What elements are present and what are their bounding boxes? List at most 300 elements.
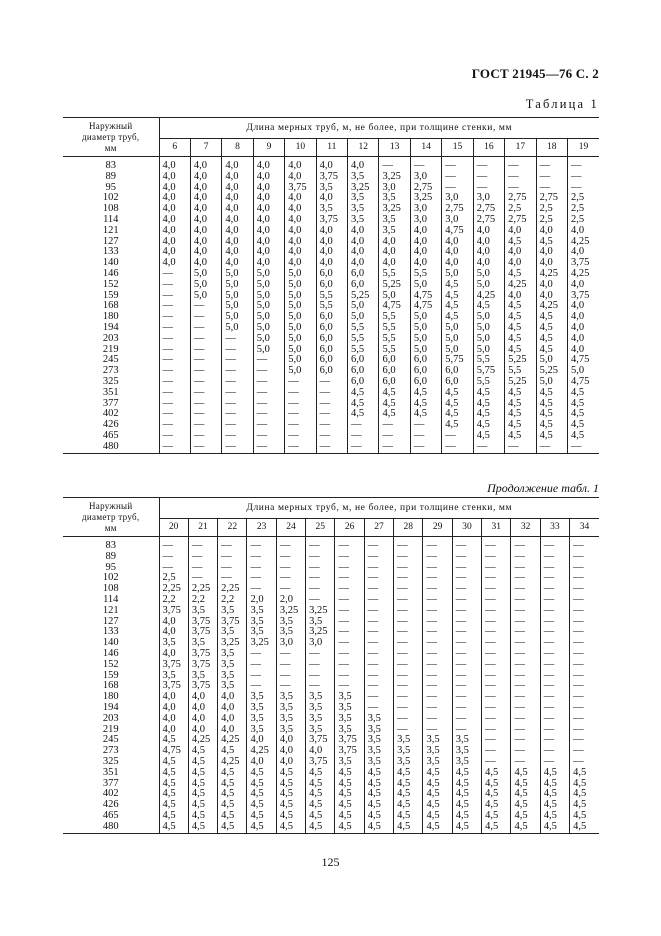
- wall-thickness-column-header: 8: [222, 139, 253, 157]
- length-cell: —: [276, 552, 305, 563]
- outer-diameter-cell: 426: [63, 800, 159, 811]
- length-cell: —: [335, 649, 364, 660]
- length-cell: 5,0: [253, 269, 284, 280]
- length-cell: 4,5: [394, 768, 423, 779]
- length-cell: —: [410, 442, 441, 453]
- length-cell: 4,0: [253, 247, 284, 258]
- table-row: [63, 735, 599, 746]
- length-cell: —: [190, 301, 221, 312]
- length-cell: 3,5: [306, 617, 335, 628]
- length-cell: —: [540, 681, 569, 692]
- length-cell: 3,5: [306, 725, 335, 736]
- length-cell: —: [511, 584, 540, 595]
- corner-line: мм: [104, 522, 117, 533]
- length-cell: —: [190, 334, 221, 345]
- length-cell: —: [482, 703, 511, 714]
- length-cell: 3,0: [410, 215, 441, 226]
- length-cell: 4,0: [316, 258, 347, 269]
- length-cell: 4,5: [536, 420, 567, 431]
- length-cell: 3,5: [276, 714, 305, 725]
- length-cell: 3,5: [348, 193, 379, 204]
- length-cell: —: [222, 334, 253, 345]
- length-cell: 4,5: [536, 431, 567, 442]
- length-cell: 5,25: [348, 291, 379, 302]
- length-cell: —: [452, 573, 481, 584]
- length-cell: —: [276, 537, 305, 552]
- length-cell: 4,25: [473, 291, 504, 302]
- length-cell: 2,75: [473, 215, 504, 226]
- length-cell: 5,0: [473, 323, 504, 334]
- length-cell: —: [253, 442, 284, 453]
- table-row: [63, 399, 599, 410]
- length-cell: —: [348, 431, 379, 442]
- length-cell: 4,5: [482, 768, 511, 779]
- outer-diameter-cell: 102: [63, 193, 159, 204]
- length-cell: 4,5: [505, 345, 536, 356]
- length-cell: —: [573, 756, 584, 767]
- table-row: [63, 627, 599, 638]
- length-cell: 4,5: [423, 789, 452, 800]
- length-cell: 2,25: [188, 584, 217, 595]
- length-cell: 4,0: [536, 226, 567, 237]
- length-cell: 4,0: [316, 226, 347, 237]
- length-cell: 3,5: [247, 617, 276, 628]
- length-cell: 4,5: [452, 789, 481, 800]
- length-cell: 5,0: [410, 323, 441, 334]
- length-cell: 4,5: [536, 334, 567, 345]
- table-row: [63, 552, 599, 563]
- continuation-caption: Продолжение табл. 1: [487, 481, 599, 495]
- length-cell: 4,5: [573, 810, 587, 821]
- table-row: [63, 409, 599, 420]
- length-cell: —: [306, 573, 335, 584]
- length-cell: 4,5: [536, 312, 567, 323]
- length-cell: 4,0: [285, 193, 316, 204]
- outer-diameter-cell: 465: [63, 431, 159, 442]
- length-cell: —: [253, 377, 284, 388]
- length-cell: 4,0: [285, 215, 316, 226]
- length-cell: 3,0: [379, 183, 410, 194]
- length-cell: —: [482, 638, 511, 649]
- length-cell: 4,0: [505, 258, 536, 269]
- length-cell: 4,5: [159, 757, 188, 768]
- length-cell: 4,0: [505, 247, 536, 258]
- length-cell: 5,5: [379, 345, 410, 356]
- length-cell: 4,25: [505, 280, 536, 291]
- length-cell: 4,5: [159, 822, 188, 833]
- document-header: ГОСТ 21945—76 С. 2: [471, 66, 599, 81]
- length-cell: 4,0: [188, 714, 217, 725]
- length-cell: 4,0: [316, 193, 347, 204]
- length-cell: 4,0: [222, 157, 253, 172]
- length-cell: —: [159, 301, 190, 312]
- page-number: 125: [321, 855, 340, 869]
- length-cell: 4,5: [511, 800, 540, 811]
- length-cell: 3,5: [159, 638, 188, 649]
- table-row: [63, 345, 599, 356]
- length-cell: 4,5: [452, 800, 481, 811]
- length-cell: —: [364, 660, 393, 671]
- length-cell: 6,0: [442, 366, 473, 377]
- length-cell: 4,0: [222, 193, 253, 204]
- length-cell: —: [394, 606, 423, 617]
- length-cell: 4,5: [540, 822, 569, 833]
- length-cell: —: [423, 638, 452, 649]
- outer-diameter-cell: 325: [63, 757, 159, 768]
- length-cell: 4,5: [364, 822, 393, 833]
- length-cell: 3,75: [335, 746, 364, 757]
- length-cell: 4,25: [536, 269, 567, 280]
- length-cell: 4,25: [247, 746, 276, 757]
- length-cell: —: [482, 627, 511, 638]
- length-cell: 3,25: [410, 193, 441, 204]
- length-cell: —: [511, 660, 540, 671]
- length-cell: 3,5: [276, 627, 305, 638]
- outer-diameter-cell: 219: [63, 345, 159, 356]
- length-cell: 4,0: [190, 226, 221, 237]
- length-cell: 4,5: [348, 399, 379, 410]
- outer-diameter-cell: 273: [63, 746, 159, 757]
- length-cell: —: [410, 431, 441, 442]
- length-cell: —: [511, 606, 540, 617]
- table-row: [63, 779, 599, 790]
- length-cell: 4,5: [410, 388, 441, 399]
- length-cell: —: [316, 420, 347, 431]
- length-cell: —: [306, 584, 335, 595]
- length-cell: 4,0: [190, 247, 221, 258]
- length-cell: 5,0: [348, 301, 379, 312]
- length-cell: —: [394, 671, 423, 682]
- length-cell: 5,5: [348, 334, 379, 345]
- length-cell: 3,5: [423, 735, 452, 746]
- length-cell: 4,5: [442, 409, 473, 420]
- length-cell: 4,0: [222, 226, 253, 237]
- length-cell: —: [222, 399, 253, 410]
- length-cell: —: [335, 552, 364, 563]
- length-cell: —: [482, 595, 511, 606]
- length-cell: —: [253, 420, 284, 431]
- length-cell: 2,75: [505, 215, 536, 226]
- length-cell: —: [452, 563, 481, 574]
- length-cell: —: [442, 157, 473, 172]
- length-cell: —: [452, 692, 481, 703]
- wall-thickness-column-header: 24: [276, 519, 305, 537]
- table-row: [63, 291, 599, 302]
- length-cell: 5,0: [473, 280, 504, 291]
- length-cell: —: [190, 377, 221, 388]
- length-cell: —: [570, 160, 582, 171]
- length-cell: 4,0: [159, 247, 190, 258]
- length-cell: 3,5: [348, 172, 379, 183]
- length-cell: 4,5: [505, 409, 536, 420]
- length-cell: 3,75: [335, 735, 364, 746]
- length-cell: 3,5: [188, 638, 217, 649]
- length-cell: 5,0: [285, 323, 316, 334]
- length-cell: —: [285, 377, 316, 388]
- length-cell: 4,5: [473, 409, 504, 420]
- length-cell: 4,5: [218, 746, 247, 757]
- length-cell: —: [540, 537, 569, 552]
- length-cell: —: [452, 552, 481, 563]
- outer-diameter-cell: 108: [63, 584, 159, 595]
- length-cell: —: [423, 552, 452, 563]
- length-cell: —: [247, 584, 276, 595]
- length-cell: 5,5: [473, 355, 504, 366]
- length-cell: 4,5: [536, 345, 567, 356]
- outer-diameter-cell: 102: [63, 573, 159, 584]
- length-cell: 4,5: [473, 420, 504, 431]
- length-cell: —: [482, 735, 511, 746]
- length-cell: 4,0: [316, 247, 347, 258]
- outer-diameter-cell: 194: [63, 323, 159, 334]
- length-cell: 4,0: [285, 204, 316, 215]
- length-cell: 6,0: [410, 377, 441, 388]
- length-cell: —: [573, 681, 584, 692]
- table-body: [63, 157, 599, 454]
- length-cell: 6,0: [348, 377, 379, 388]
- length-cell: 4,0: [159, 692, 188, 703]
- length-cell: —: [482, 584, 511, 595]
- length-cell: —: [482, 563, 511, 574]
- length-cell: 3,5: [218, 671, 247, 682]
- length-cell: —: [222, 409, 253, 420]
- length-cell: —: [423, 563, 452, 574]
- length-cell: —: [247, 552, 276, 563]
- length-cell: —: [511, 573, 540, 584]
- length-cell: 4,5: [423, 779, 452, 790]
- length-cell: 2,25: [159, 584, 188, 595]
- length-cell: 4,5: [423, 800, 452, 811]
- length-cell: 4,0: [379, 258, 410, 269]
- length-cell: —: [540, 627, 569, 638]
- table-row: [63, 617, 599, 628]
- length-cell: 4,25: [218, 735, 247, 746]
- length-cell: —: [511, 735, 540, 746]
- length-cell: —: [222, 431, 253, 442]
- corner-line: Наружный: [88, 500, 133, 511]
- length-cell: —: [316, 431, 347, 442]
- length-cell: —: [410, 157, 441, 172]
- length-cell: —: [285, 442, 316, 453]
- length-cell: —: [511, 681, 540, 692]
- length-cell: —: [573, 735, 584, 746]
- length-cell: 4,5: [473, 431, 504, 442]
- length-cell: —: [482, 671, 511, 682]
- length-cell: 4,25: [218, 757, 247, 768]
- length-cell: 2,75: [473, 204, 504, 215]
- length-cell: 4,0: [410, 258, 441, 269]
- length-cell: 2,2: [159, 595, 188, 606]
- length-cell: —: [423, 660, 452, 671]
- length-cell: —: [394, 725, 423, 736]
- length-cell: 4,0: [536, 247, 567, 258]
- length-cell: —: [335, 617, 364, 628]
- length-cell: 4,0: [159, 258, 190, 269]
- length-cell: 5,0: [222, 291, 253, 302]
- length-cell: 3,5: [218, 660, 247, 671]
- length-cell: 3,5: [394, 735, 423, 746]
- length-cell: 5,0: [222, 323, 253, 334]
- length-cell: 3,5: [218, 649, 247, 660]
- length-cell: —: [159, 431, 190, 442]
- wall-thickness-column-header: 7: [190, 139, 221, 157]
- length-cell: —: [394, 595, 423, 606]
- outer-diameter-cell: 159: [63, 291, 159, 302]
- outer-diameter-cell: 133: [63, 247, 159, 258]
- length-cell: 4,5: [511, 779, 540, 790]
- length-cell: 4,5: [505, 269, 536, 280]
- length-cell: —: [511, 671, 540, 682]
- length-cell: 4,5: [505, 237, 536, 248]
- table-row: [63, 649, 599, 660]
- length-cell: 4,0: [190, 258, 221, 269]
- outer-diameter-cell: 180: [63, 692, 159, 703]
- wall-thickness-column-header: 6: [159, 139, 190, 157]
- length-cell: —: [540, 617, 569, 628]
- length-cell: —: [190, 345, 221, 356]
- length-cell: 3,5: [247, 606, 276, 617]
- outer-diameter-cell: 140: [63, 258, 159, 269]
- length-cell: 4,5: [364, 789, 393, 800]
- length-cell: 5,0: [222, 301, 253, 312]
- length-cell: —: [364, 617, 393, 628]
- length-cell: 4,5: [482, 822, 511, 833]
- length-cell: 4,5: [442, 280, 473, 291]
- length-cell: —: [159, 442, 190, 453]
- length-cell: 4,5: [306, 768, 335, 779]
- length-cell: 3,5: [379, 226, 410, 237]
- length-cell: —: [540, 703, 569, 714]
- length-cell: —: [482, 692, 511, 703]
- corner-line: мм: [104, 142, 117, 153]
- length-cell: 4,0: [222, 204, 253, 215]
- length-cell: —: [540, 757, 569, 768]
- length-cell: 4,0: [570, 344, 585, 355]
- length-cell: 4,0: [473, 258, 504, 269]
- length-cell: 4,0: [159, 183, 190, 194]
- length-cell: —: [364, 584, 393, 595]
- length-cell: —: [423, 703, 452, 714]
- wall-thickness-column-header: 25: [306, 519, 335, 537]
- length-cell: —: [394, 537, 423, 552]
- length-cell: —: [247, 660, 276, 671]
- table-row: [63, 157, 599, 172]
- table-row: [63, 355, 599, 366]
- length-cell: 5,5: [348, 345, 379, 356]
- length-cell: —: [253, 366, 284, 377]
- length-cell: —: [452, 725, 481, 736]
- length-cell: 2,5: [159, 573, 188, 584]
- length-cell: —: [573, 692, 584, 703]
- length-cell: 5,5: [316, 301, 347, 312]
- wall-thickness-column-header: 10: [285, 139, 316, 157]
- outer-diameter-cell: 127: [63, 617, 159, 628]
- length-cell: 2,75: [442, 204, 473, 215]
- wall-thickness-column-header: 18: [536, 139, 567, 157]
- length-cell: 3,75: [306, 735, 335, 746]
- length-cell: 6,0: [348, 269, 379, 280]
- length-cell: 5,5: [348, 323, 379, 334]
- length-cell: —: [452, 537, 481, 552]
- length-cell: 4,0: [442, 247, 473, 258]
- length-cell: 3,5: [364, 746, 393, 757]
- length-cell: 4,5: [452, 822, 481, 833]
- length-cell: —: [394, 714, 423, 725]
- length-cell: 5,0: [536, 355, 567, 366]
- length-cell: —: [159, 334, 190, 345]
- length-cell: 3,75: [570, 290, 590, 301]
- corner-line: Наружный: [88, 120, 133, 131]
- length-cell: —: [190, 409, 221, 420]
- length-cell: —: [482, 746, 511, 757]
- length-cell: 5,0: [190, 280, 221, 291]
- wall-thickness-column-header: 13: [379, 139, 410, 157]
- length-cell: 4,5: [188, 800, 217, 811]
- table-row: [63, 714, 599, 725]
- length-cell: —: [159, 409, 190, 420]
- length-cell: —: [482, 606, 511, 617]
- length-cell: —: [190, 442, 221, 453]
- wall-thickness-column-header: 34: [570, 519, 599, 537]
- length-cell: 3,0: [410, 204, 441, 215]
- length-cell: 4,5: [536, 323, 567, 334]
- length-cell: —: [482, 573, 511, 584]
- length-cell: 4,0: [190, 157, 221, 172]
- length-cell: 4,5: [511, 768, 540, 779]
- table-row: [63, 312, 599, 323]
- length-cell: 4,0: [285, 157, 316, 172]
- length-cell: 6,0: [316, 355, 347, 366]
- length-cell: —: [511, 746, 540, 757]
- length-cell: —: [394, 552, 423, 563]
- length-cell: 4,5: [505, 334, 536, 345]
- length-cell: 4,5: [247, 768, 276, 779]
- length-cell: 3,5: [247, 725, 276, 736]
- table-row: [63, 811, 599, 822]
- length-cell: 4,0: [159, 649, 188, 660]
- length-cell: 4,5: [276, 779, 305, 790]
- table-row: [63, 800, 599, 811]
- outer-diameter-cell: 83: [63, 537, 159, 552]
- length-cell: 4,0: [276, 757, 305, 768]
- length-cell: —: [190, 388, 221, 399]
- wall-thickness-column-header: 19: [567, 139, 599, 157]
- length-cell: 3,25: [247, 638, 276, 649]
- length-cell: —: [452, 584, 481, 595]
- wall-thickness-column-header: 16: [473, 139, 504, 157]
- length-cell: 3,0: [410, 172, 441, 183]
- length-cell: 3,5: [335, 757, 364, 768]
- length-cell: —: [540, 671, 569, 682]
- length-cell: 5,0: [536, 377, 567, 388]
- length-cell: 5,0: [253, 334, 284, 345]
- length-cell: 4,5: [188, 811, 217, 822]
- length-cell: 4,5: [536, 237, 567, 248]
- length-cell: 4,0: [253, 258, 284, 269]
- length-cell: 2,5: [536, 204, 567, 215]
- length-cell: 4,0: [222, 258, 253, 269]
- table-row: [63, 442, 599, 453]
- length-cell: 3,5: [452, 735, 481, 746]
- length-cell: —: [276, 681, 305, 692]
- length-cell: 4,0: [410, 226, 441, 237]
- length-cell: —: [364, 627, 393, 638]
- length-cell: 3,5: [188, 606, 217, 617]
- length-cell: 4,75: [379, 301, 410, 312]
- table-row: [63, 334, 599, 345]
- corner-line: диаметр труб,: [82, 131, 140, 142]
- length-cell: 3,5: [276, 692, 305, 703]
